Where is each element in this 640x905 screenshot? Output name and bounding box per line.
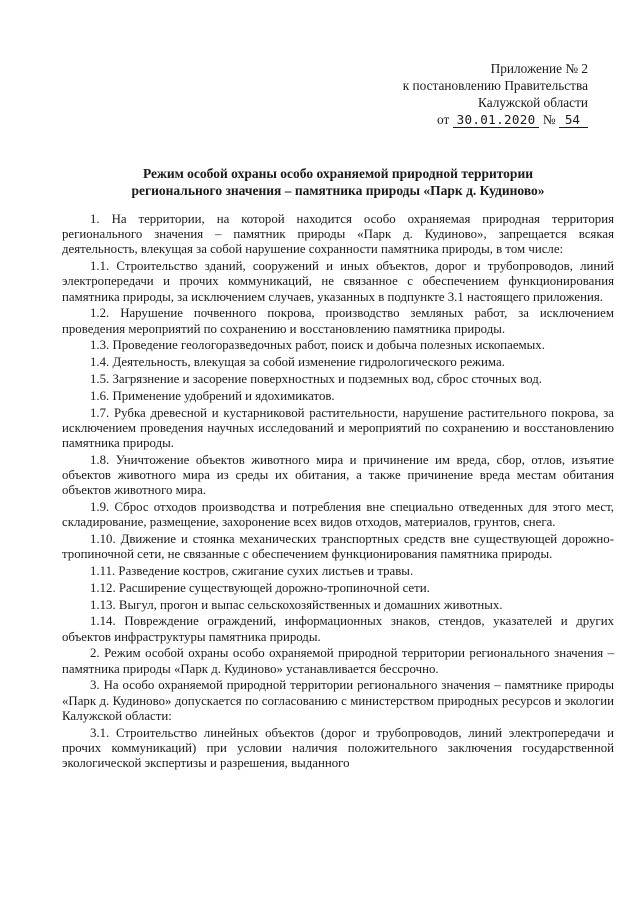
paragraph: 1.1. Строительство зданий, сооружений и иных объектов, дорог и трубопроводов, линий электропередачи и прочих коммуникаций, не связанное с обеспечением функционирования памятника природы, за исключением случаев, указанных в подпункте 3.1 настоящего приложения. (62, 259, 614, 304)
paragraph: 2. Режим особой охраны особо охраняемой природной территории регионального значения – памятника природы «Парк д. Кудиново» устанавливается бессрочно. (62, 646, 614, 676)
appendix-number: Приложение № 2 (490, 61, 588, 76)
paragraph: 3.1. Строительство линейных объектов (дорог и трубопроводов, линий электропередачи и прочих коммуникаций) при условии наличия положительного заключения государственной экологической экспертизы и разрешения, выданного (62, 725, 614, 770)
appendix-date-line (403, 111, 588, 128)
paragraph: 1.8. Уничтожение объектов животного мира и причинение им вреда, сбор, отлов, изъятие объектов животного мира из среды их обитания, а также причинение вреда местам обитания объектов животного мира. (62, 452, 614, 498)
appendix-region: Калужской области (478, 95, 588, 110)
document-body (62, 212, 614, 773)
paragraph: 1.14. Повреждение ограждений, информационных знаков, стендов, указателей и других объектов инфраструктуры памятника природы. (62, 614, 614, 644)
paragraph: 1.12. Расширение существующей дорожно-тропиночной сети. (90, 580, 430, 595)
paragraph: 1.13. Выгул, прогон и выпас сельскохозяйственных и домашних животных. (90, 597, 503, 612)
title-line-1: Режим особой охраны особо охраняемой природной территории (142, 166, 534, 181)
paragraph: 1.4. Деятельность, влекущая за собой изменение гидрологического режима. (90, 355, 505, 370)
number-label: № (542, 112, 556, 127)
paragraph: 1. На территории, на которой находится особо охраняемая природная территория регионального значения – памятник природы «Парк д. Кудиново», запрещается всякая деятельность, влекущая за собой нарушение сохранности памятника природы, в том числе: (62, 212, 614, 257)
paragraph: 1.10. Движение и стоянка механических транспортных средств вне существующей дорожно-тропиночной сети, не связанные с обеспечением функционирования памятника природы. (62, 532, 614, 562)
paragraph: 1.7. Рубка древесной и кустарниковой растительности, нарушение растительного покрова, за исключением проведения научных исследований и мероприятий по сохранению и восстановлению памятника природы. (62, 405, 614, 450)
paragraph: 1.5. Загрязнение и засорение поверхностных и подземных вод, сброс сточных вод. (90, 372, 542, 386)
paragraph: 3. На особо охраняемой природной территории регионального значения – памятнике природы «Парк д. Кудиново» допускается по согласованию с министерством природных ресурсов и экологии Калужской области: (62, 678, 614, 723)
paragraph: 1.6. Применение удобрений и ядохимикатов. (90, 388, 335, 403)
paragraph: 1.2. Нарушение почвенного покрова, производство земляных работ, за исключением проведения мероприятий по сохранению и восстановлению памятника природы. (62, 306, 614, 336)
from-label: от (437, 112, 450, 127)
paragraph: 1.11. Разведение костров, сжигание сухих листьев и травы. (90, 564, 414, 578)
resolution-number: 54 (559, 112, 588, 128)
title-line-2: регионального значения – памятника природы «Парк д. Кудиново» (131, 183, 545, 198)
paragraph: 1.3. Проведение геологоразведочных работ, поиск и добыча полезных ископаемых. (90, 338, 545, 353)
appendix-header (403, 60, 588, 128)
paragraph: 1.9. Сброс отходов производства и потребления вне специально отведенных для этого мест, складирование, размещение, захоронение всех видов отходов, материалов, грунтов, снега. (62, 500, 614, 530)
resolution-date: 30.01.2020 (453, 112, 540, 128)
appendix-resolution: к постановлению Правительства (402, 78, 588, 93)
document-title (62, 165, 614, 199)
